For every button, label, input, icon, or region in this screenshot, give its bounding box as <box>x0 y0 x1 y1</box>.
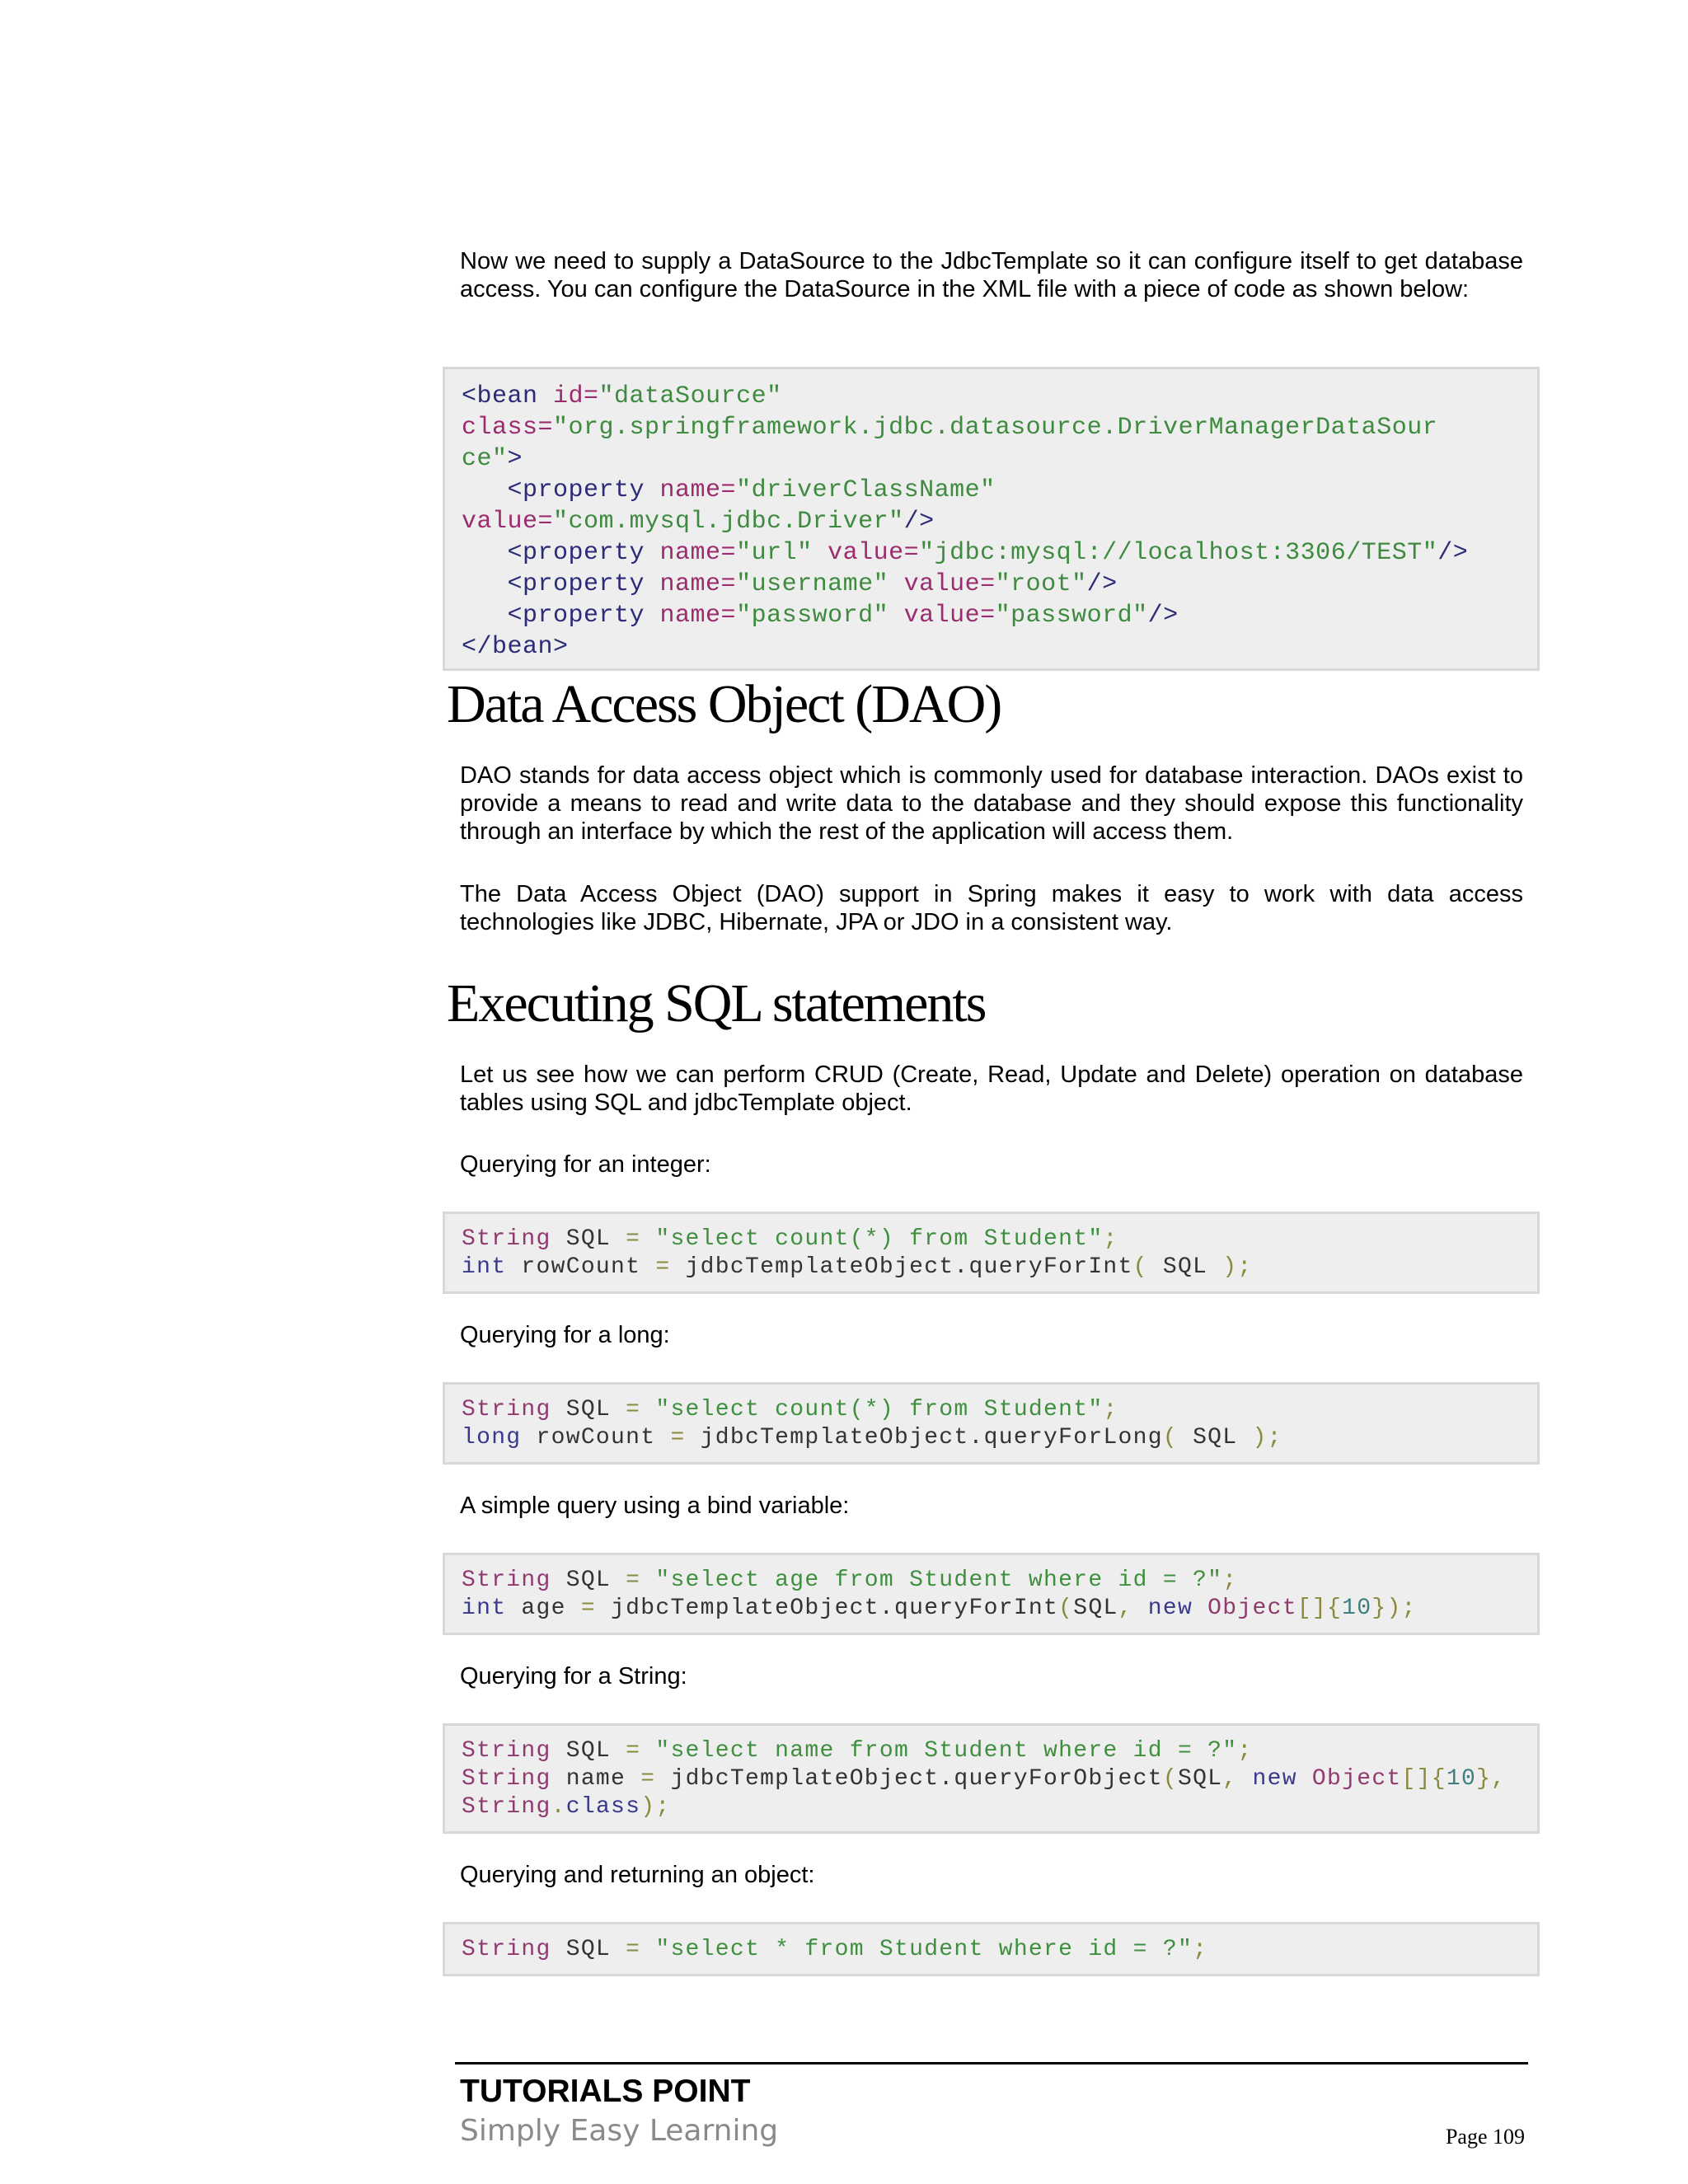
code-line: String SQL = "select count(*) from Student"; <box>462 1397 1118 1422</box>
sql-intro-paragraph: Let us see how we can perform CRUD (Create, Read, Update and Delete) operation on database tables using SQL and jdbcTemplate object. <box>460 1062 1523 1116</box>
code-line: value="com.mysql.jdbc.Driver"/> <box>462 508 935 536</box>
label-query-string: Querying for a String: <box>460 1663 687 1690</box>
footer-tagline: Simply Easy Learning <box>460 2114 779 2148</box>
footer-divider <box>455 2062 1528 2064</box>
code-line: <property name="url" value="jdbc:mysql://localhost:3306/TEST"/> <box>462 539 1469 567</box>
code-block-query-string <box>443 1723 1540 1834</box>
code-block-query-bind <box>443 1553 1540 1635</box>
code-line: </bean> <box>462 633 569 661</box>
label-query-integer: Querying for an integer: <box>460 1151 711 1178</box>
label-query-bind-variable: A simple query using a bind variable: <box>460 1493 850 1519</box>
intro-paragraph: Now we need to supply a DataSource to the JdbcTemplate so it can configure itself to get database access. You can configure the DataSource in the XML file with a piece of code as shown below: <box>460 248 1523 302</box>
heading-executing-sql: Executing SQL statements <box>447 973 986 1033</box>
code-line: String name = jdbcTemplateObject.queryForObject(SQL, new Object[]{10}, <box>462 1766 1507 1792</box>
code-line: class="org.springframework.jdbc.datasource.DriverManagerDataSour <box>462 414 1438 442</box>
code-line: String SQL = "select * from Student where id = ?"; <box>462 1937 1208 1962</box>
code-block-datasource-bean <box>443 367 1540 671</box>
dao-paragraph-2: The Data Access Object (DAO) support in Spring makes it easy to work with data access technologies like JDBC, Hibernate, JPA or JDO in a consistent way. <box>460 881 1523 935</box>
code-line: <property name="driverClassName" <box>462 476 996 504</box>
code-line: String SQL = "select name from Student where id = ?"; <box>462 1738 1253 1764</box>
code-block-query-object <box>443 1922 1540 1976</box>
code-block-query-long <box>443 1382 1540 1465</box>
code-line: String SQL = "select count(*) from Student"; <box>462 1226 1118 1252</box>
code-line: String SQL = "select age from Student where id = ?"; <box>462 1568 1238 1593</box>
code-line: <property name="username" value="root"/> <box>462 570 1118 598</box>
code-line: <property name="password" value="password"/> <box>462 602 1179 630</box>
footer-brand: TUTORIALS POINT <box>460 2074 751 2109</box>
code-line: String.class); <box>462 1794 671 1820</box>
heading-dao: Data Access Object (DAO) <box>447 674 1001 734</box>
code-line: <bean id="dataSource" <box>462 382 782 410</box>
label-query-long: Querying for a long: <box>460 1322 670 1348</box>
code-line: long rowCount = jdbcTemplateObject.queryForLong( SQL ); <box>462 1425 1282 1451</box>
page-number: Page 109 <box>1445 2125 1525 2149</box>
code-line: int age = jdbcTemplateObject.queryForInt(SQL, new Object[]{10}); <box>462 1596 1417 1621</box>
code-line: ce"> <box>462 445 523 473</box>
code-block-query-int <box>443 1212 1540 1294</box>
code-line: int rowCount = jdbcTemplateObject.queryForInt( SQL ); <box>462 1254 1253 1280</box>
label-query-object: Querying and returning an object: <box>460 1862 815 1888</box>
dao-paragraph-1: DAO stands for data access object which is commonly used for database interaction. DAOs exist to provide a means to read and write data to the database and they should expose this functionality through an interface by which the rest of the application will access them. <box>460 762 1523 845</box>
